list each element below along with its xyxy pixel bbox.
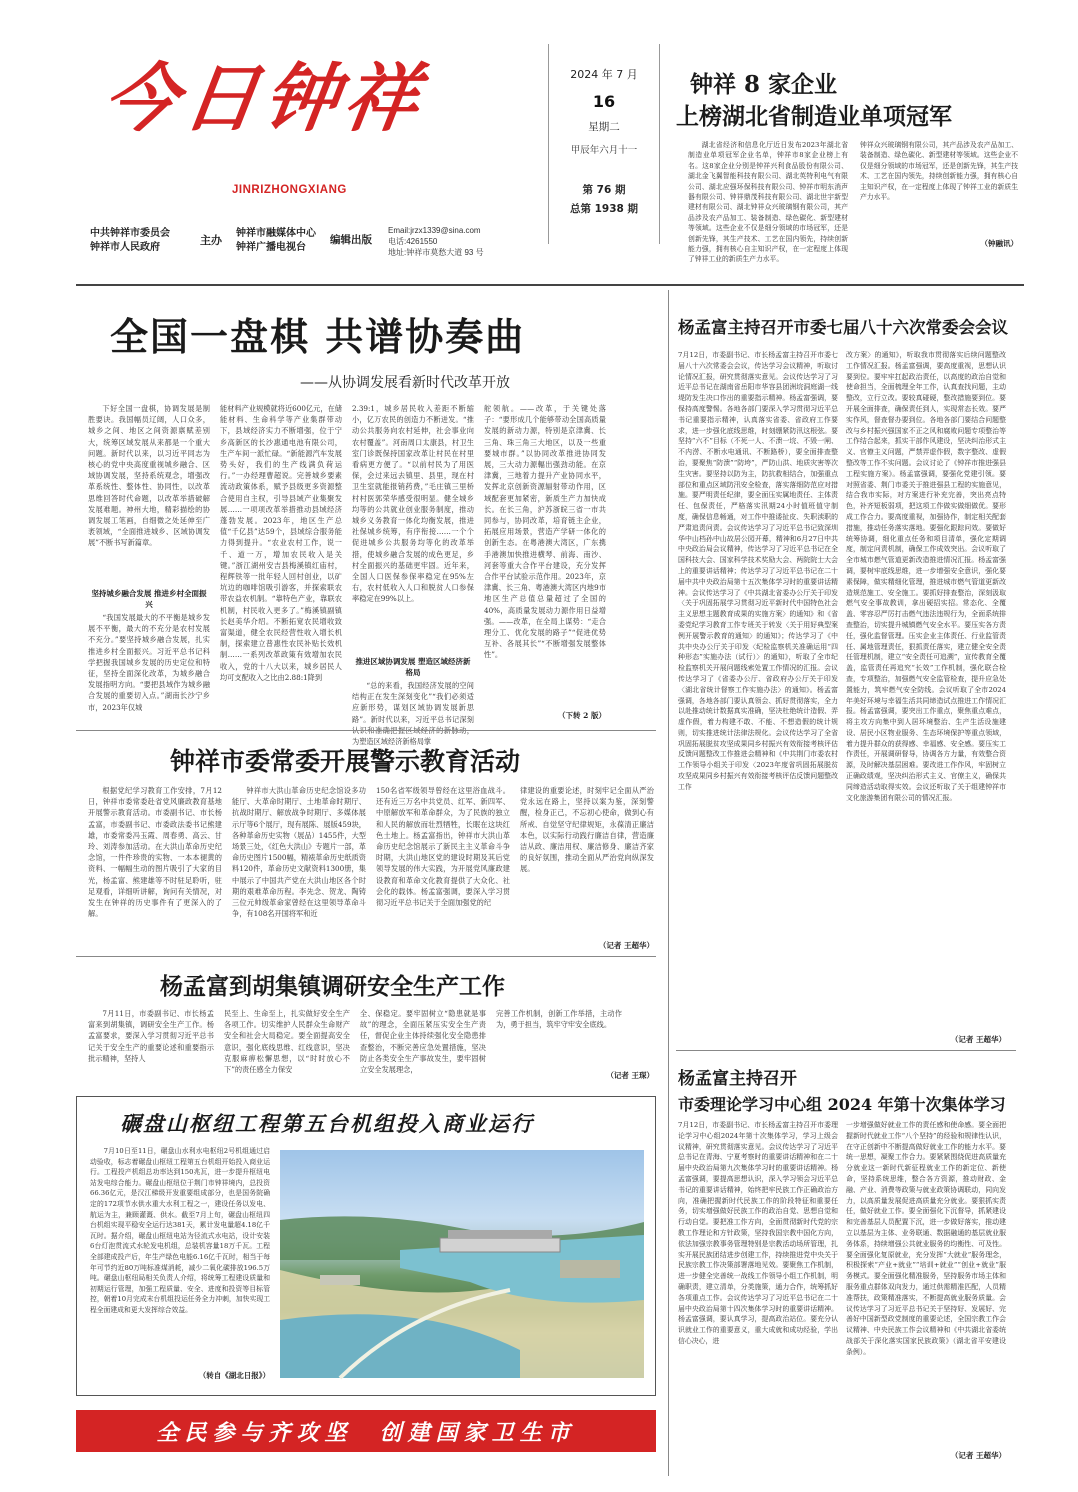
publisher-role: 编辑出版 [330, 234, 372, 246]
slogan-text: 全民参与齐攻坚 创建国家卫生市 [156, 1419, 576, 1446]
top-right-body-tail: 钟祥众兴玻璃钢有限公司，其产品涉及农产品加工、装备制造、绿色碳化、新型建材等领域。这些企业不仅是细分领域的市场冠军，还是创新先锋，其生产技术、工艺在国内领先，持续创新能力强，拥有核心自主知识产权，在一定程度上体现了钟祥工业的新质生产力水平。 [860, 141, 1018, 202]
sponsor-line-2: 钟祥市人民政府 [90, 242, 160, 253]
top-right-title-1: 钟祥 8 家企业 [690, 71, 838, 98]
lead-col-1b: “我国发展最大的不平衡是城乡发展不平衡，最大的不充分是农村发展不充分。”要坚持城乡融合发展，扎实推进乡村全面振兴。习近平总书记科学把握我国城乡发展的历史定位和特征，坚持全面深化改革，为城乡融合发展指明方向。“要把县域作为城乡融合发展的重要切入点。”湖南长沙宁乡市，2023年仅城 [88, 613, 210, 712]
meeting-col-2: 改方案〉的通知》，听取我市贯彻落实后续问题整改工作情况汇报。杨孟富强调，要高度重视，思想认识要到位。要牢牢扛起政治责任，以高度的政治自觉和使命担当，全面梳理全年工作，认真查找问题，主动整改，立行立改。要较真碰硬，整改措施要到位。要开展全面排查，确保责任到人，实现常态长效。要严实作风，督查督办要到位。各地各部门要结合问题整改与乡村振兴强国家不正之风和腐败问题专项整治等工作结合起来，抓实干部作风建设，坚决纠治形式主义、官僚主义问题，严禁弄虚作假，数字整改、虚假整改等工作不实问题。会议讨论了《钟祥市推进强县工程实施方案》。杨孟富强调，要强化党建引领。要对照省委、荆门市委关于推进强县工程的实施意见，结合我市实际，对方案进行补充完善，突出亮点特色，补齐短板弱项，把这项工作做实做细做优。要形成工作合力。要高度重视，加强协作，制定相关配套措施，推动任务落实落地。要强化跟踪问效。要做好统筹协调，细化重点任务和项目清单，强化定期调度，制定问责机制，确保工作成效突出。会议听取了全市城市燃气管道更新改造推进情况汇报。杨孟富强调，要树牢底线思维，进一步增强安全意识，强化要素保障，做实精细化管理，推进城市燃气管道更新改造规范施工、安全施工。要抓好排查整治，深刻汲取燃气安全事故教训，拿出硬招实招。常态化、全覆盖、零容忍严厉打击燃气违法违规行为，全面系统排查整治，切实提升城镇燃气安全水平。要压实各方责任，强化监督管理。压实企业主体责任、行业监管责任、属地管理责任，狠抓责任落实，建立健全安全责任管理机制，建立“安全责任可追溯”，宣传教育全覆盖，监管责任再追究“长效”工作机制，强化联合检查，专项整治，加强燃气安全监管检查，提升应急处置能力，筑牢燃气安全防线。会议听取了全市2024年美好环境与幸福生活共同缔造试点推进工作情况汇报。杨孟富强调，要突出工作重点，聚焦重点难点，将主攻方向集中到人居环境整治、生产生活设施建设、居民小区物业服务、生态环境保护等重点领域，着力提升群众的获得感、幸福感、安全感。要压实工作责任，开展调研督导，协调各方力量，有效整合资源，及时解决基层困难。要改进工作作风，牢固树立正确政绩观，坚决纠治形式主义、官僚主义，确保共同缔造活动取得实效。会议还听取了关于组建钟祥市文化旅游集团有限公司的情况汇报。 [846, 351, 1006, 802]
issue-number: 第 76 期 [582, 184, 626, 196]
column-divider [668, 290, 669, 1476]
divider-right [676, 1050, 1016, 1051]
study-byline: （记者 王超华） [950, 1451, 1006, 1460]
total-issue-number: 总第 1938 期 [569, 203, 639, 215]
safety-col-4: 完善工作机制，创新工作举措，主动作为，勇于担当，筑牢守牢安全底线。 [496, 1009, 622, 1030]
warning-col-4: 律建设的重要论述，时刻牢记全面从严治党永远在路上，坚持以案为鉴，深刻警醒，检身正己，不忘初心使命，做到心有所戒、自觉坚守纪律规矩，永葆清正廉洁本色，以实际行动践行廉洁自律，营造廉洁从政、廉洁用权、廉洁修身、廉洁齐家的良好氛围，推动全面从严治党向纵深发展。 [520, 786, 654, 874]
hydro-source: （转自《湖北日报》） [198, 1371, 270, 1380]
divider-2 [76, 956, 656, 957]
study-title-2: 市委理论学习中心组 2024 年第十次集体学习 [678, 1095, 1006, 1114]
lead-col-1-subhead: 坚持城乡融合发展 推进乡村全面振兴 [91, 589, 207, 609]
contact-email: Email:jrzx1339@sina.com [388, 226, 481, 235]
masthead-divider [76, 284, 1024, 286]
lead-col-3b: “总的来看，我国经济发展的空间结构正在发生深刻变化”“我们必须适应新形势，谋划区域协调发展新思路”。新时代以来，习近平总书记深刻 为塑造区域经济新格局掌 [352, 681, 474, 747]
date-weekday: 星期二 [588, 121, 620, 133]
masthead-pinyin: JINRIZHONGXIANG [232, 184, 347, 196]
date-box [548, 44, 660, 244]
date-year-month: 2024 年 7 月 [570, 68, 638, 81]
study-col-2: 一步增强做好就业工作的责任感和使命感。要全面把握新时代就业工作“八个坚持”的经验和规律性认识，在守正创新中不断提高做好就业工作的能力水平。要统一思想，凝聚工作合力。要紧紧围绕促进高质量充分就业这一新时代新征程就业工作的新定位、新使命，坚持系统思维，整合各方资源，推动财政、金融、产业、消费等政策与就业政策协调联动，同向发力，以高质量发展促进高质量充分就业。要狠抓实责任，做好就业工作。要全面强化下沉督导，抓紧建设和完善基层人员配置下沉，进一步做好落实，推动建立以基层为主体、业务联通、数据融通的基层就业服务体系，持续增强公共就业服务的均衡性、可及性。要全面强化复原就业，充分发挥“大就业”服务理念，积极探索“产业+就业”“培训+就业”“创业+就业”服务模式。要全面强化精准服务，坚持服务市场主体和服务重点群体双向发力，通过供需精准匹配，人员精准帮扶，政策精准落实，不断提高就业服务质量。会议传达学习了习近平总书记关于坚持好、发展好、完善好中国新型政党制度的重要论述，全国宗教工作会议精神、中央民族工作会议精神和《中共湖北省委统战部关于深化落实国家民族政策》（湖北省平安建设条例）。 [846, 1121, 1006, 1356]
meeting-col-1: 7月12日，市委副书记、市长杨孟富主持召开市委七届八十六次常委会会议，传达学习会议精神，听取讨论情况汇报，研究贯彻落实意见。会议传达学习了习近平总书记在湖南省岳阳市华容县团洲垸洞庭湖一线堤防发生决口作出的重要指示精神。杨孟富强调，要保持高度警惕。各地各部门要深入学习贯彻习近平总书记重要指示精神，认真落实省委、省政府工作要求，进一步强化底线思维，时刻绷紧防汛这根弦。要坚持“六不”目标（不死一人、不溃一垸、不毁一闸、不内涝、不断水电通讯、不断路桥），要全面排查整治，要聚焦“防溃”“防垮”，严防山洪、地质灾害等次生灾害。要坚持以防为主，防抗救相结合，加强重点部位和重点区域防汛安全检查，落实落细防范应对措施。要严明责任纪律，要全面压实属地责任、主体责任、包保责任，严格落实汛期24小时值班值守制度，确保信息畅通，对工作中推诿扯皮、失职渎职的严肃追责问责。会议传达学习了习近平总书记致深圳华中山档孙中山故居公园开幕，精神和6月27日中共中央政治局会议精神，传达学习了习近平总书记在全国科技大会、国家科学技术奖励大会、两院院士大会上的重要讲话精神；传达学习了习近平总书记在二十届中共中央政治局第十五次集体学习时的重要讲话精神。会议传达学习了《中共湖北省委办公厅关于印发〈关于巩固拓展学习贯彻习近平新时代中国特色社会主义思想主题教育成果的实施方案〉的通知》和《省委党纪学习教育工作专班关于转发〈关于用好典型案例开展警示教育的通知〉的通知》；传达学习了《中共中央办公厅关于印发〈纪检监察机关准确运用“四种形态”实施办法（试行）〉的通知》，听取了全市纪检监察机关开展问题线索处置工作情况的汇报。会议传达学习了《省委办公厅、省政府办公厅关于印发〈湖北省统计督察工作实施办法〉的通知》。杨孟富强调，各地各部门要认真领会、抓好贯彻落实，全力以赴推动统计数据真实准确，坚决杜绝统计造假、弄虚作假，着力构建不敢、不能、不想造假的统计规则，切实推进统计法律法规化。会议传达学习了全省巩固拓展脱贫攻坚成果同乡村振兴有效衔接考核评估反馈问题整改工作推进会精神和《中共荆门市委农村工作领导小组关于印发〈2023年度省巩固拓展脱贫攻坚成果同乡村振兴有效衔接考核评估反馈问题整改工作 [678, 351, 838, 791]
safety-col-2: 民至上、生命至上，扎实做好安全生产各项工作。切实维护人民群众生命财产安全和社会大局稳定。要全面提高安全意识，强化底线思维、红线意识，坚决克服麻痹松懈思想，以“时时放心不下”的责任感全力保安 [224, 1009, 350, 1075]
hydro-photo [280, 1150, 644, 1378]
safety-col-1: 7月11日，市委副书记、市长杨孟富来到胡集镇，调研安全生产工作。杨孟富要求，要深入学习贯彻习近平总书记关于安全生产的重要论述和重要指示批示精神，坚持人 [88, 1009, 214, 1063]
top-right-body-cont [860, 140, 1018, 236]
lead-subtitle: ——从协调发展看新时代改革开放 [300, 375, 510, 391]
sponsor-role: 主办 [200, 234, 222, 247]
hydro-title: 碾盘山枢纽工程第五台机组投入商业运行 [120, 1111, 534, 1136]
warning-col-1: 根据党纪学习教育工作安排，7月12日，钟祥市委常委赴省党风廉政教育基地开展警示教育活动。市委副书记、市长杨孟富，市委副书记、市委政法委书记熊建雄，市委常委冯玉霞、周春勇、高云、甘玲、刘涛参加活动。在大洪山革命历史纪念馆，一件件珍贵的实物、一本本褪黄的资料、一幅幅生动的图片吸引了大家的目光，杨孟富、熊建雄等不时驻足聆听，驻足观看，详细听讲解，询问有关情况，对发生在钟祥的历史事件有了更深入的了解。 [88, 786, 222, 919]
lead-continued: （下转 2 版） [558, 711, 606, 720]
contact-phone: 电话:4261550 [388, 237, 438, 246]
safety-title: 杨孟富到胡集镇调研安全生产工作 [160, 973, 505, 1000]
lead-col-2: 能材料产业规模就将近600亿元，在储能材料、生命科学等产业集群带动下，县域经济实力不断增强，位于宁乡高新区的长沙惠通电池有限公司，生产车间一派忙碌。“新能源汽车发展势头好，我们的生产线满负荷运行。”一办经理曹超说。完善城乡要素流动政策体系，赋予县级更多资源整合使用自主权，引导县域产业集聚发展……一项项改革举措推动县域经济蓬勃发展。2023年，地区生产总值“千亿县”达59个，县域综合服务能力得到提升。“农业农村工作，说一千、道一万，增加农民收入是关键。”浙江湖州安吉县梅溪镇红庙村，程辉铁等一批年轻人回村创业，以矿坑边的咖啡馆吸引游客，并探索联农带农益农机制。“靠特色产业，靠联农机制，村民收入更多了。”梅溪镇副镇长赵美华介绍。不断拓宽农民增收致富渠道，健全农民经营性收入增长机制，探索建立普惠性农民补贴长效机制……一系列改革政策有效增加农民收入，党的十八大以来，城乡居民人均可支配收入之比由2.88:1降到 [220, 404, 342, 682]
study-title-1: 杨孟富主持召开 [678, 1069, 797, 1089]
safety-col-3: 全、保稳定。要牢固树立“隐患就是事故”的理念，全面压紧压实安全生产责任，督促企业主体持续强化安全隐患排查整治，不断完善应急处置措施，坚决防止各类安全生产事故发生，要牢固树立安全发展理念， [360, 1009, 486, 1075]
divider-1 [76, 730, 656, 731]
warning-title: 钟祥市委常委开展警示教育活动 [170, 747, 521, 776]
lead-title: 全国一盘棋 共谱协奏曲 [110, 315, 526, 359]
study-col-1: 7月12日，市委副书记、市长杨孟富主持召开市委理论学习中心组2024年第十次集体学习，学习上级会议精神，研究贯彻落实意见。会议传达学习了习近平总书记在青海、宁夏考察时的重要讲话精神和在二十届中央政治局第九次集体学习时的重要讲话精神。杨孟富强调，要提高思想认识，深入学习领会习近平总书记的重要讲话精神，始终把牢民族工作正确政治方向，准确把握新时代民族工作的阶段特征和重要任务，切实增强做好民族工作的政治自觉、思想自觉和行动自觉。要把准工作方向，全面贯彻新时代党的宗教工作理论和方针政策，坚持我国宗教中国化方向，依法加强宗教事务管理特别是宗教活动场所管理，扎实开展民族团结进步创建工作，持续推进党中央关于民族宗教工作决策部署落地见效。要聚焦工作机制，进一步健全完善统一战线工作领导小组工作机制，明确职责，建立清单，分类施策，通力合作，统筹抓好各项重点工作。会议传达学习了习近平总书记在二十届中央政治局第十四次集体学习时的重要讲话精神。杨孟富强调，要认真学习，提高政治站位。要充分认识就业工作的重要意义，重大成就和成功经验，学出信心决心，进 [678, 1121, 838, 1345]
contact-address: 地址:钟祥市莫愁大道 93 号 [388, 248, 484, 257]
slogan-banner [76, 1410, 656, 1452]
masthead [0, 0, 1078, 280]
warning-byline: （记者 王超华） [598, 941, 654, 950]
lead-col-1: 下好全国一盘棋，协调发展是制胜要诀。我国幅员辽阔，人口众多，城乡之间、地区之间资源禀赋差别大，统筹区域发展从来都是一个重大问题。新时代以来，以习近平同志为核心的党中央高度重视城乡融合、区域协调发展，坚持系统观念，增强改革系统性、整体性、协同性，以改革思维回答时代命题，以改革举措破解发展难题。神州大地，精彩描绘的协调发展工笔画，自细微之处延伸至广袤领域，“全面推进城乡、区域协调发展”不断书写新篇章。 [88, 404, 210, 548]
lead-col-3-subhead: 推进区域协调发展 塑造区域经济新格局 [355, 657, 471, 677]
hydro-photo-illustration [280, 1150, 644, 1378]
top-right-title-2: 上榜湖北省制造业单项冠军 [676, 103, 952, 130]
publisher-line-2: 钟祥广播电视台 [236, 242, 306, 253]
sponsor-line-1: 中共钟祥市委员会 [90, 228, 170, 239]
hydro-body: 7月10日至11日，碾盘山水利水电枢纽2号机组通过启动验收，标志着碾盘山枢纽工程第五台机组开始投入商业运行。工程投产机组总功率达到150兆瓦，进一步提升枢纽电站发电综合能力。碾盘山枢纽位于荆门市钟祥境内，总投资66.36亿元，是汉江梯级开发重要组成部分，也是国务院确定的172项节水供水重大水利工程之一，建设任务以发电、航运为主，兼顾灌溉、供水。截至7月上旬，碾盘山枢纽四台机组实现平稳安全运行达381天，累计发电量超4.18亿千瓦时。据介绍，碾盘山枢纽电站为径流式水电站，设计安装6台灯泡贯流式水轮发电机组，总装机容量18万千瓦。工程全部建成投产后，年生产绿色电能6.16亿千瓦时，相当于每年可节约近80万吨标准煤消耗，减少二氧化碳排放196.5万吨。碾盘山枢纽局相关负责人介绍，将统筹工程建设质量和初期运行管理，加强工程质量、安全、进度和投资等目标管控，朝着10月完成末台机组投运任务全力冲刺，加快实现工程全面建成和更大发挥综合效益。 [90, 1147, 270, 1314]
lead-col-4: 舵领航。——改革，于关键处落子：“要形成几个能够带动全国高质量发展的新动力源，特别是京津冀、长三角、珠三角三大地区，以及一些重要城市群。”以协同改革推进协同发展，三大动力源輻出强劲动能。在京津冀，三地着力提升产业协同水平，发挥北京创新资源辐射带动作用，区域配套更加紧密，新质生产力加快成长。在长三角，沪苏浙皖三省一市共同参与，协同改革，培育链主企业，拓展应用场景，营造产学研一体化的创新生态。在粤港澳大湾区，广东携手港澳加快推进横琴、前海、南沙、河套等重大合作平台建设，充分发挥合作平台试验示范作用。2023年，京津冀、长三角、粤港澳大湾区内地9市地区生产总值总量超过了全国的40%，高质量发展动力源作用日益增强。——改革，在全局上谋势：“走合理分工、优化发展的路子”“促进优势互补、各展其长”“不断增强发展整体性”。 [484, 404, 606, 660]
lead-col-3: 2.39:1，城乡居民收入差距不断缩小，亿万农民的创造力不断迸发。“推动公共服务向农村延伸，社会事业向农村覆盖”。河南周口太康县，村卫生室门诊既保持国家改革让村民在村里看病更方便了。“以前村民为了用医保，会过来远去镇里、县里，现在村卫生室就能报销药费，”毛庄镇三里桥村村医郭荣华感受很明显。健全城乡均等的公共就业创业服务制度，推动城乡义务教育一体化均衡发展，推进社保城乡统筹，有序衔接……一个个促进城乡公共服务均等化的改革举措，使城乡融合发展的成色更足，乡村全面振兴的基础更牢固。近年来，全国人口医保参保率稳定在95%左右，农村低收入人口和脱贫人口参保率稳定在99%以上。 [352, 404, 474, 604]
publisher-line-1: 钟祥市融媒体中心 [236, 228, 316, 239]
date-lunar: 甲辰年六月十一 [570, 145, 638, 156]
warning-col-3: 150名省军级领导曾经在这里浴血战斗。还有近三万名中共党员、红军、新四军、中原解放军和革命群众，为了民族的独立和人民的解放而壮烈牺牲，长眠在这块红色土地上。杨孟富指出，钟祥市大洪山革命历史纪念馆展示了新民主主义革命斗争时期，大洪山地区党的建设时期及其后党领导发展的伟大实践，为开展党风廉政建设教育和革命文化教育提供了大众化、社会化的载体。杨孟富强调，要深入学习贯彻习近平总书记关于全面加强党的纪 [376, 786, 510, 908]
contact-block [388, 225, 528, 258]
meeting-byline: （记者 王超华） [950, 1035, 1006, 1044]
top-right-body: 湖北省经济和信息化厅近日发布2023年湖北省制造业单项冠军企业名单，钟祥市8家企业榜上有名。这8家企业分别是钟祥兴利食品股份有限公司、湖北金飞翼智能科技有限公司、湖北英特利电气有限公司、湖北应强环保科技有限公司、钟祥市明东消声器有限公司、钟祥鼎茂科技有限公司、湖北世宇新型建材有限公司、湖北钟祥众兴玻璃钢有限公司，其产品涉及农产品加工、装备制造、绿色碳化、新型建材等领域。这些企业不仅是细分领域的市场冠军，还是创新先锋，其生产技术、工艺在国内领先，持续创新能力强，拥有核心自主知识产权，在一定程度上体现了钟祥工业的新质生产力水平。 [688, 141, 848, 264]
meeting-title: 杨孟富主持召开市委七届八十六次常委会会议 [678, 318, 1008, 337]
masthead-logo: 今日钟祥 [97, 56, 431, 142]
top-right-byline: （钟融讯） [980, 239, 1018, 248]
date-day: 16 [592, 92, 616, 111]
safety-byline: （记者 王琛） [606, 1071, 654, 1080]
warning-col-2: 钟祥市大洪山革命历史纪念馆设多功能厅、大革命时期厅、土地革命时期厅、抗战时期厅、解放战争时期厅、多媒体展示厅等6个展厅，现有展陈、展版459块，各种革命历史实物（展品）1455件，大型场景三处，《红色大洪山》专题片一部，革命历史图片1500幅，精裱革命历史纸质资料120件，革命历史文献资料1300册，集中展示了中国共产党在大洪山地区各个时期的艰难革命历程。李先念、贺龙、陶铸三位元帅级革命家曾经在这里领导革命斗争，有108名开国将军和近 [232, 786, 366, 919]
